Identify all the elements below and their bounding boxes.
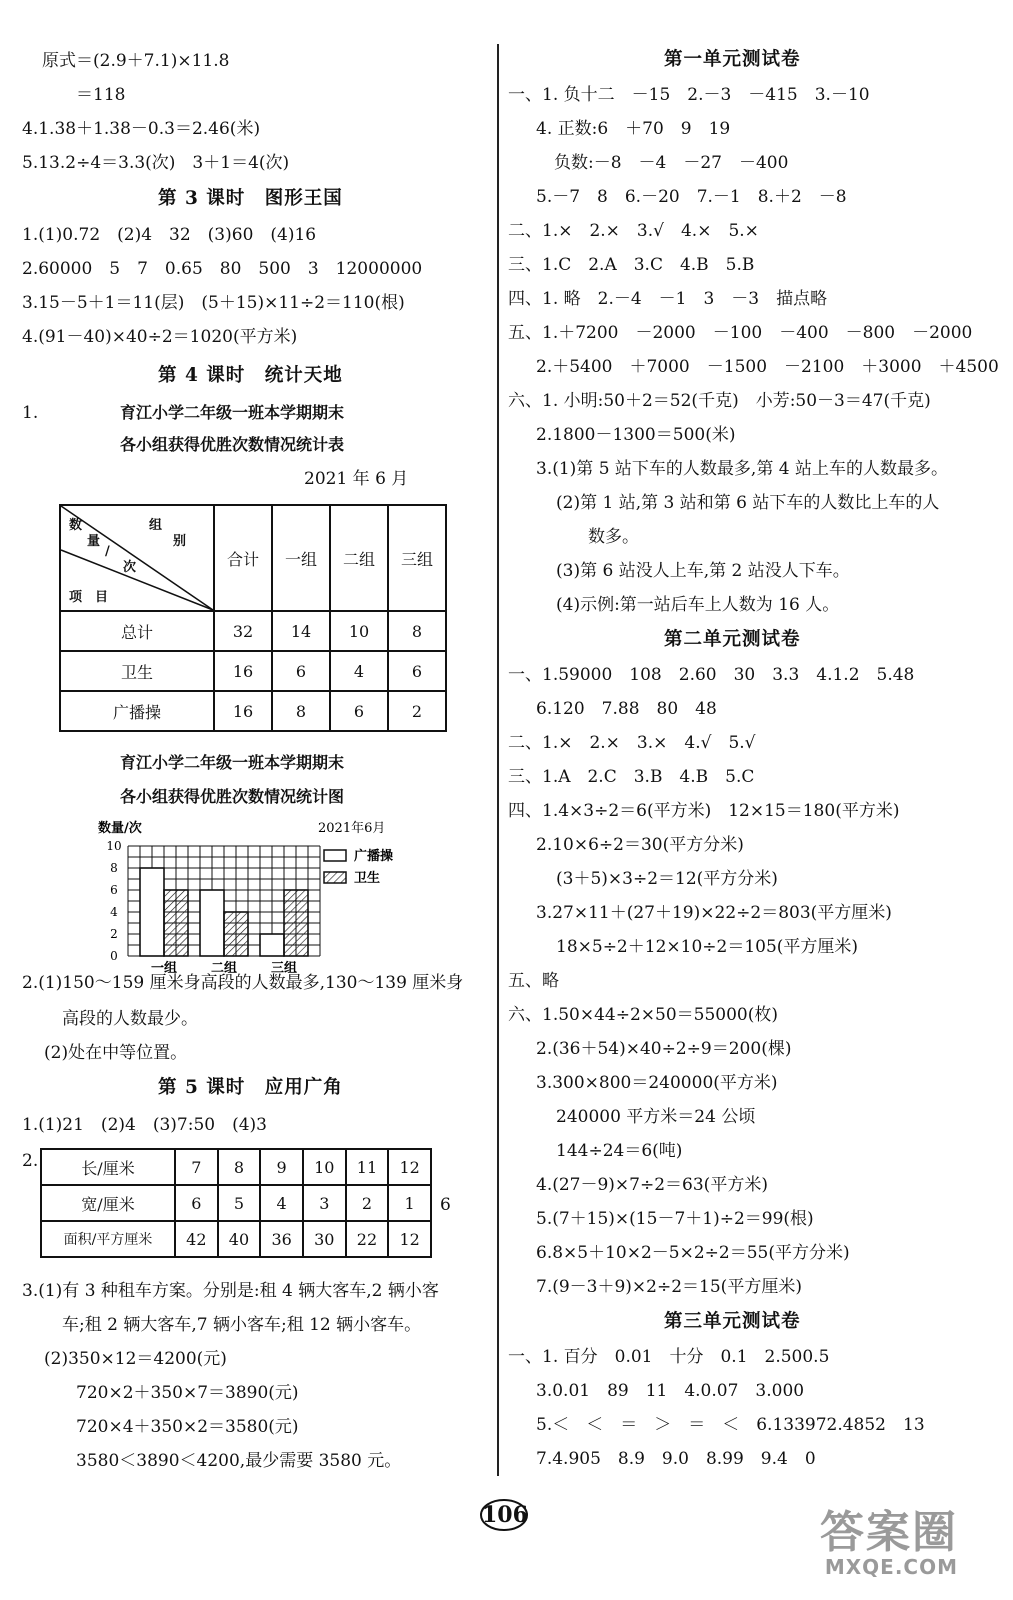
table-cell: 4 bbox=[330, 651, 388, 691]
table-title: 各小组获得优胜次数情况统计表 bbox=[120, 435, 345, 454]
table-header: 合计 bbox=[214, 505, 272, 611]
text-line: 二、1.× 2.× 3.× 4.√ 5.√ bbox=[508, 733, 756, 753]
legend-label: 卫生 bbox=[354, 871, 381, 886]
table-cell: 6 bbox=[272, 651, 330, 691]
text-line: 三、1.A 2.C 3.B 4.B 5.C bbox=[508, 767, 755, 787]
text-line: 5.(7＋15)×(15－7＋1)÷2＝99(根) bbox=[536, 1209, 814, 1229]
table-cell: 40 bbox=[218, 1221, 261, 1257]
diag-label: 别 bbox=[173, 534, 187, 549]
legend-swatch bbox=[324, 850, 346, 861]
text-line: 3.0.01 89 11 4.0.07 3.000 bbox=[536, 1381, 805, 1401]
text-line: 3.300×800＝240000(平方米) bbox=[536, 1073, 778, 1093]
table-row bbox=[41, 1185, 431, 1221]
table-cell: 9 bbox=[260, 1149, 303, 1185]
bar-卫生 bbox=[164, 890, 188, 956]
table-cell: 32 bbox=[214, 611, 272, 651]
text-line: 3.15－5＋1＝11(层) (5＋15)×11÷2＝110(根) bbox=[22, 293, 405, 313]
table-cell: 8 bbox=[388, 611, 446, 651]
text-line: 6.8×5＋10×2－5×2÷2＝55(平方分米) bbox=[536, 1243, 850, 1263]
text-line: 2.10×6÷2＝30(平方分米) bbox=[536, 835, 744, 855]
y-axis-label: 数量/次 bbox=[98, 821, 142, 836]
table-cell: 36 bbox=[260, 1221, 303, 1257]
bar-chart-svg bbox=[96, 816, 426, 976]
watermark-logo bbox=[820, 1507, 958, 1579]
stats-table bbox=[59, 504, 447, 732]
diag-label: / bbox=[105, 544, 110, 559]
text-line: 7.(9－3＋9)×2÷2＝15(平方厘米) bbox=[536, 1277, 802, 1297]
diag-label: 项 目 bbox=[69, 590, 109, 605]
row-label: 卫生 bbox=[60, 651, 214, 691]
text-line: 负数:－8 －4 －27 －400 bbox=[554, 153, 789, 173]
category-label: 三组 bbox=[270, 961, 298, 976]
text-line: 3.(1)有 3 种租车方案。分别是:租 4 辆大客车,2 辆小客 bbox=[22, 1281, 439, 1301]
table-row bbox=[60, 651, 446, 691]
y-tick-label: 4 bbox=[110, 905, 118, 919]
chart-title: 各小组获得优胜次数情况统计图 bbox=[120, 787, 345, 806]
text-line: 二、1.× 2.× 3.√ 4.× 5.× bbox=[508, 221, 759, 241]
table-title: 育江小学二年级一班本学期期末 bbox=[120, 403, 345, 422]
section-heading: 第 4 课时 统计天地 bbox=[158, 365, 343, 386]
table-cell: 1 bbox=[388, 1185, 431, 1221]
text-line: 3580＜3890＜4200,最少需要 3580 元。 bbox=[76, 1451, 402, 1471]
text-line: 4.1.38＋1.38－0.3＝2.46(米) bbox=[22, 119, 261, 139]
text-line: 240000 平方米＝24 公顷 bbox=[556, 1107, 756, 1127]
text-line: 18×5÷2＋12×10÷2＝105(平方厘米) bbox=[556, 937, 859, 957]
text-line: 2.60000 5 7 0.65 80 500 3 12000000 bbox=[22, 259, 423, 279]
table-row bbox=[60, 691, 446, 731]
y-tick-label: 8 bbox=[110, 861, 118, 875]
text-line: 6.120 7.88 80 48 bbox=[536, 699, 717, 719]
table-cell: 6 bbox=[388, 651, 446, 691]
table-cell: 16 bbox=[214, 691, 272, 731]
y-tick-label: 10 bbox=[106, 839, 122, 853]
text-line: 4. 正数:6 ＋70 9 19 bbox=[536, 119, 731, 139]
page-number: 106 bbox=[482, 1502, 528, 1528]
text-line: 一、1. 负十二 －15 2.－3 －415 3.－10 bbox=[508, 85, 870, 105]
table-header: 二组 bbox=[330, 505, 388, 611]
table-cell: 12 bbox=[388, 1149, 431, 1185]
text-line: (2)处在中等位置。 bbox=[44, 1043, 188, 1063]
text-line: 720×2＋350×7＝3890(元) bbox=[76, 1383, 299, 1403]
text-line: 2.＋5400 ＋7000 －1500 －2100 ＋3000 ＋4500 bbox=[536, 357, 999, 377]
section-heading: 第 5 课时 应用广角 bbox=[158, 1077, 343, 1098]
text-line: 2.(36＋54)×40÷2÷9＝200(棵) bbox=[536, 1039, 792, 1059]
bar-chart bbox=[96, 816, 426, 976]
diag-label: 次 bbox=[123, 560, 137, 575]
section-heading: 第三单元测试卷 bbox=[664, 1311, 801, 1332]
bar-广播操 bbox=[200, 890, 224, 956]
watermark-text: 答案圈 bbox=[820, 1507, 958, 1558]
y-tick-label: 6 bbox=[110, 883, 118, 897]
table-cell: 10 bbox=[330, 611, 388, 651]
row-label: 宽/厘米 bbox=[41, 1185, 175, 1221]
row-label: 广播操 bbox=[60, 691, 214, 731]
table-cell: 7 bbox=[175, 1149, 218, 1185]
table-cell: 8 bbox=[272, 691, 330, 731]
text-line: (3)第 6 站没人上车,第 2 站没人下车。 bbox=[556, 561, 850, 581]
diag-label: 组 bbox=[149, 518, 163, 533]
text-line: 4.(27－9)×7÷2＝63(平方米) bbox=[536, 1175, 768, 1195]
table-cell: 2 bbox=[346, 1185, 389, 1221]
text-line: (2)第 1 站,第 3 站和第 6 站下车的人数比上车的人 bbox=[556, 493, 940, 513]
table-cell: 5 bbox=[218, 1185, 261, 1221]
text-line: (3＋5)×3÷2＝12(平方分米) bbox=[556, 869, 778, 889]
table-cell: 22 bbox=[346, 1221, 389, 1257]
question-number: 1. bbox=[22, 403, 39, 423]
category-label: 一组 bbox=[150, 961, 178, 976]
table-cell: 8 bbox=[218, 1149, 261, 1185]
diagonal-header-cell bbox=[60, 505, 214, 611]
section-heading: 第 3 课时 图形王国 bbox=[158, 188, 343, 209]
section-heading: 第二单元测试卷 bbox=[664, 629, 801, 650]
legend-swatch bbox=[324, 872, 346, 883]
table-cell: 12 bbox=[388, 1221, 431, 1257]
text-line: 六、1.50×44÷2×50＝55000(枚) bbox=[508, 1005, 779, 1025]
watermark-url: MXQE.COM bbox=[824, 1555, 958, 1579]
text-line: (2)350×12＝4200(元) bbox=[44, 1349, 227, 1369]
table-cell: 16 bbox=[214, 651, 272, 691]
text-line: 一、1. 百分 0.01 十分 0.1 2.500.5 bbox=[508, 1347, 830, 1367]
text-line: 5.－7 8 6.－20 7.－1 8.＋2 －8 bbox=[536, 187, 847, 207]
text-line: 四、1. 略 2.－4 －1 3 －3 描点略 bbox=[508, 289, 828, 309]
text-line: 五、略 bbox=[508, 971, 559, 991]
text-line: (4)示例:第一站后车上人数为 16 人。 bbox=[556, 595, 840, 615]
table-cell: 4 bbox=[260, 1185, 303, 1221]
text-line: 5.13.2÷4＝3.3(次) 3＋1＝4(次) bbox=[22, 153, 290, 173]
bar-卫生 bbox=[224, 912, 248, 956]
text-line: 五、1.＋7200 －2000 －100 －400 －800 －2000 bbox=[508, 323, 973, 343]
text-line: 车;租 2 辆大客车,7 辆小客车;租 12 辆小客车。 bbox=[62, 1315, 422, 1335]
side-number: 6 bbox=[440, 1195, 451, 1215]
text-line: 3.(1)第 5 站下车的人数最多,第 4 站上车的人数最多。 bbox=[536, 459, 948, 479]
table-cell: 10 bbox=[303, 1149, 346, 1185]
table-row bbox=[41, 1149, 431, 1185]
table-cell: 14 bbox=[272, 611, 330, 651]
y-tick-label: 2 bbox=[110, 927, 118, 941]
diag-label: 量 bbox=[87, 534, 101, 549]
text-line: 三、1.C 2.A 3.C 4.B 5.B bbox=[508, 255, 755, 275]
row-label: 总计 bbox=[60, 611, 214, 651]
text-line: 2.1800－1300＝500(米) bbox=[536, 425, 736, 445]
bar-卫生 bbox=[284, 890, 308, 956]
text-line: 5.＜ ＜ ＝ ＞ ＝ ＜ 6.133972.4852 13 bbox=[536, 1415, 925, 1435]
diag-label: 数 bbox=[69, 518, 83, 533]
text-line: 7.4.905 8.9 9.0 8.99 9.4 0 bbox=[536, 1449, 816, 1469]
bar-广播操 bbox=[140, 868, 164, 956]
table-header: 一组 bbox=[272, 505, 330, 611]
text-line: 四、1.4×3÷2＝6(平方米) 12×15＝180(平方米) bbox=[508, 801, 900, 821]
text-line: 原式＝(2.9＋7.1)×11.8 bbox=[42, 51, 230, 71]
text-line: 六、1. 小明:50＋2＝52(千克) 小芳:50－3＝47(千克) bbox=[508, 391, 931, 411]
text-line: 一、1.59000 108 2.60 30 3.3 4.1.2 5.48 bbox=[508, 665, 915, 685]
text-line: 144÷24＝6(吨) bbox=[556, 1141, 683, 1161]
chart-title: 育江小学二年级一班本学期期末 bbox=[120, 753, 345, 772]
table-cell: 3 bbox=[303, 1185, 346, 1221]
chart-date: 2021年6月 bbox=[318, 821, 386, 836]
table-cell: 11 bbox=[346, 1149, 389, 1185]
table-cell: 42 bbox=[175, 1221, 218, 1257]
text-line: ＝118 bbox=[76, 85, 126, 105]
text-line: 高段的人数最少。 bbox=[62, 1009, 198, 1029]
text-line: 数多。 bbox=[588, 527, 639, 547]
text-line: 2.(1)150～159 厘米身高段的人数最多,130～139 厘米身 bbox=[22, 973, 464, 993]
table-row bbox=[60, 611, 446, 651]
dimension-table bbox=[40, 1148, 432, 1258]
row-label: 长/厘米 bbox=[41, 1149, 175, 1185]
table-cell: 6 bbox=[175, 1185, 218, 1221]
question-number: 2. bbox=[22, 1151, 39, 1171]
table-cell: 6 bbox=[330, 691, 388, 731]
category-label: 二组 bbox=[210, 961, 238, 976]
text-line: 1.(1)0.72 (2)4 32 (3)60 (4)16 bbox=[22, 225, 317, 245]
text-line: 720×4＋350×2＝3580(元) bbox=[76, 1417, 299, 1437]
table-date: 2021 年 6 月 bbox=[304, 469, 409, 489]
text-line: 1.(1)21 (2)4 (3)7:50 (4)3 bbox=[22, 1115, 267, 1135]
table-cell: 30 bbox=[303, 1221, 346, 1257]
text-line: 3.27×11＋(27＋19)×22÷2＝803(平方厘米) bbox=[536, 903, 892, 923]
table-row bbox=[41, 1221, 431, 1257]
section-heading: 第一单元测试卷 bbox=[664, 49, 801, 70]
table-header: 三组 bbox=[388, 505, 446, 611]
column-divider bbox=[497, 44, 499, 1476]
bar-广播操 bbox=[260, 934, 284, 956]
text-line: 4.(91－40)×40÷2＝1020(平方米) bbox=[22, 327, 298, 347]
legend-label: 广播操 bbox=[354, 849, 394, 864]
table-cell: 2 bbox=[388, 691, 446, 731]
y-tick-label: 0 bbox=[110, 949, 118, 963]
row-label: 面积/平方厘米 bbox=[41, 1221, 175, 1257]
